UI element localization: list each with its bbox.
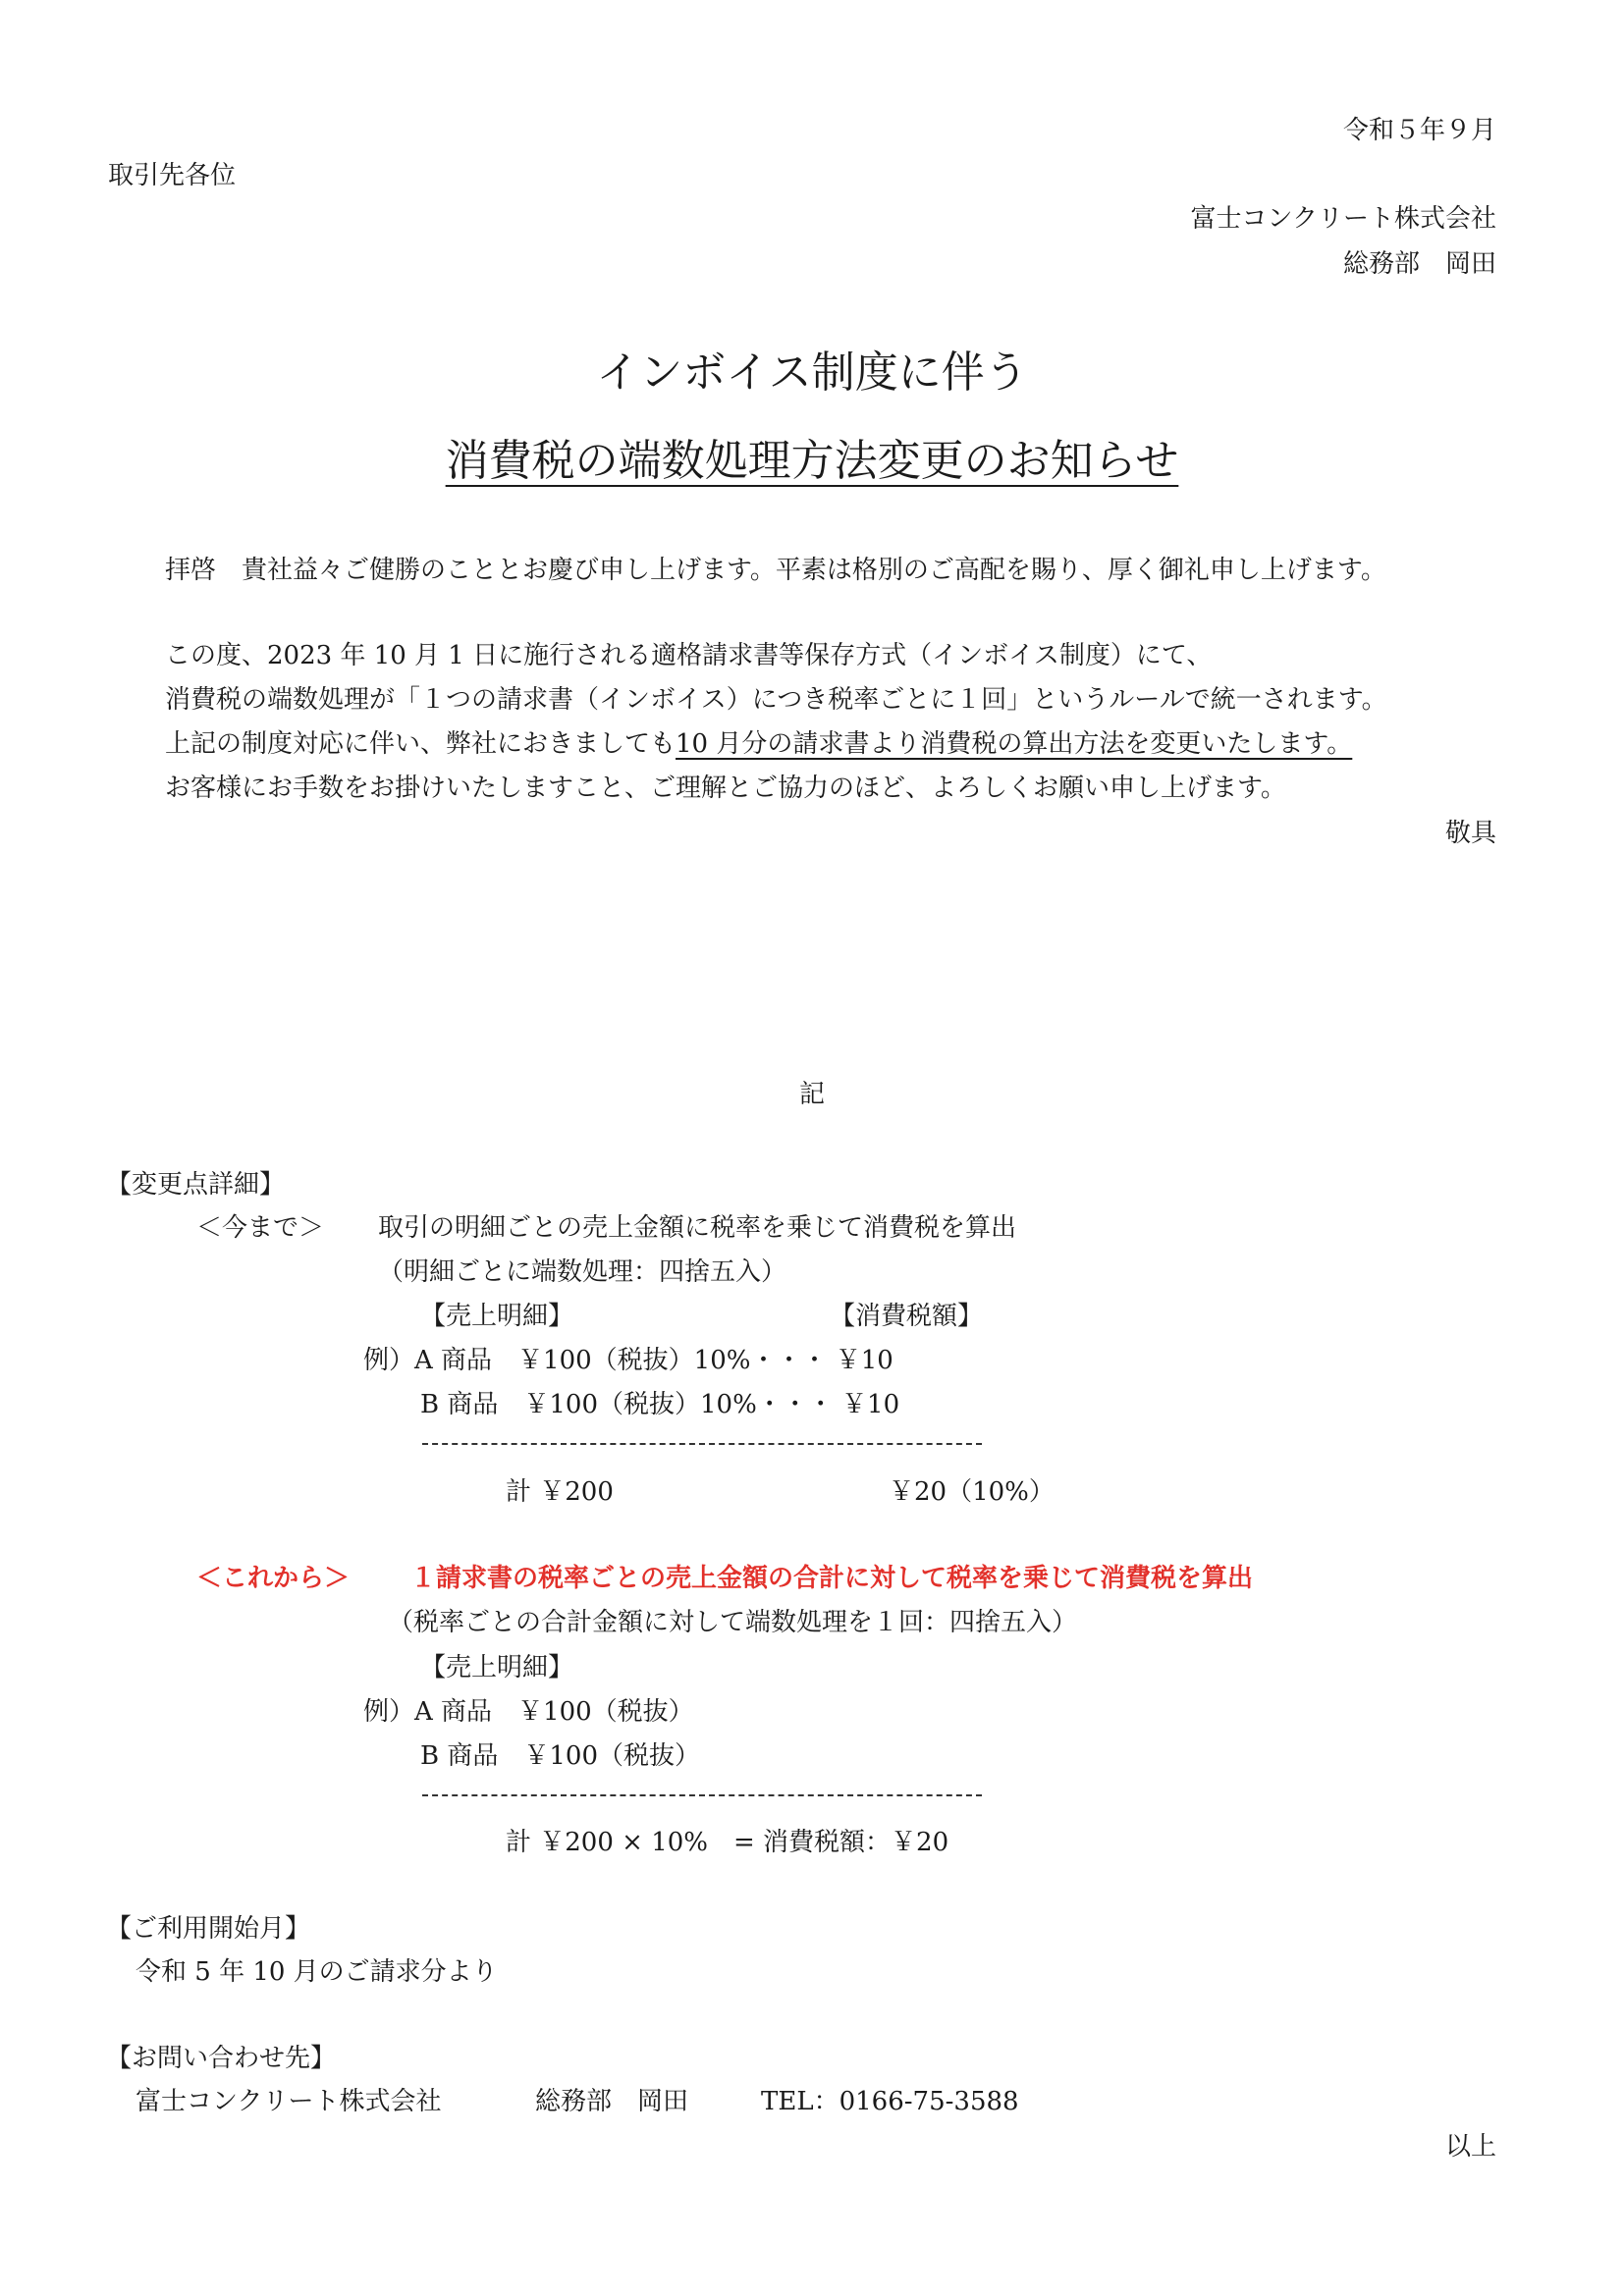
- title-line-2: 消費税の端数処理方法変更のお知らせ: [445, 436, 1179, 486]
- after-col-sales: 【売上明細】: [420, 1653, 574, 1682]
- greeting: 拝啓 貴社益々ご健勝のこととお慶び申し上げます。平素は格別のご高配を賜り、厚く御礼申し上げます。: [165, 556, 1386, 585]
- change-notice-underlined: 10 月分の請求書より消費税の算出方法を変更いたします。: [676, 729, 1353, 759]
- paragraph-2: 消費税の端数処理が「１つの請求書（インボイス）につき税率ごとに１回」というルールで統一されます。: [165, 685, 1387, 715]
- paragraph-4: お客様にお手数をお掛けいたしますこと、ご理解とご協力のほど、よろしくお願い申し上げます。: [165, 774, 1286, 803]
- before-col-tax: 【消費税額】: [830, 1302, 984, 1331]
- after-row-b: B 商品 ￥100（税抜）: [420, 1741, 700, 1771]
- paragraph-1: この度、2023 年 10 月 1 日に施行される適格請求書等保存方式（インボイス制度）にて、: [165, 641, 1213, 670]
- before-total-tax: ￥20（10%）: [889, 1477, 1055, 1507]
- after-label: ＜これから＞: [196, 1564, 351, 1593]
- start-heading: 【ご利用開始月】: [106, 1914, 311, 1944]
- before-col-sales: 【売上明細】: [420, 1302, 574, 1331]
- after-divider: [422, 1794, 982, 1796]
- end-marker: 以上: [1444, 2132, 1496, 2162]
- paragraph-3: [165, 731, 1352, 757]
- after-row-a: 例）A 商品 ￥100（税抜）: [363, 1697, 694, 1727]
- contact-department: 総務部 岡田: [535, 2087, 689, 2116]
- sender-company: 富士コンクリート株式会社: [1190, 204, 1496, 234]
- before-divider: [422, 1443, 982, 1445]
- before-label: ＜今まで＞: [196, 1213, 325, 1243]
- after-description: １請求書の税率ごとの売上金額の合計に対して税率を乗じて消費税を算出: [410, 1564, 1254, 1593]
- before-row-a: 例）A 商品 ￥100（税抜）10%・・・ ￥10: [363, 1346, 893, 1375]
- after-note: （税率ごとの合計金額に対して端数処理を１回：四捨五入）: [388, 1608, 1078, 1637]
- contact-company: 富士コンクリート株式会社: [135, 2087, 442, 2116]
- before-description: 取引の明細ごとの売上金額に税率を乗じて消費税を算出: [378, 1213, 1017, 1243]
- start-text: 令和 5 年 10 月のご請求分より: [135, 1957, 498, 1987]
- before-note: （明細ごとに端数処理：四捨五入）: [378, 1257, 787, 1287]
- closing-keigu: 敬具: [1444, 819, 1496, 848]
- details-heading: 【変更点詳細】: [106, 1170, 286, 1200]
- addressee: 取引先各位: [108, 161, 237, 190]
- contact-heading: 【お問い合わせ先】: [106, 2044, 337, 2073]
- contact-tel: TEL：0166-75-3588: [761, 2087, 1019, 2116]
- before-row-b: B 商品 ￥100（税抜）10%・・・ ￥10: [420, 1390, 900, 1419]
- title-line-1: インボイス制度に伴う: [596, 347, 1028, 398]
- sender-department: 総務部 岡田: [1342, 249, 1496, 279]
- document-date: 令和５年９月: [1342, 116, 1496, 145]
- ki-marker: 記: [798, 1080, 825, 1109]
- before-total: 計 ￥200: [506, 1477, 614, 1507]
- after-total: 計 ￥200 × 10% = 消費税額：￥20: [506, 1828, 949, 1857]
- paragraph-3-text: 上記の制度対応に伴い、弊社におきましても: [165, 729, 677, 759]
